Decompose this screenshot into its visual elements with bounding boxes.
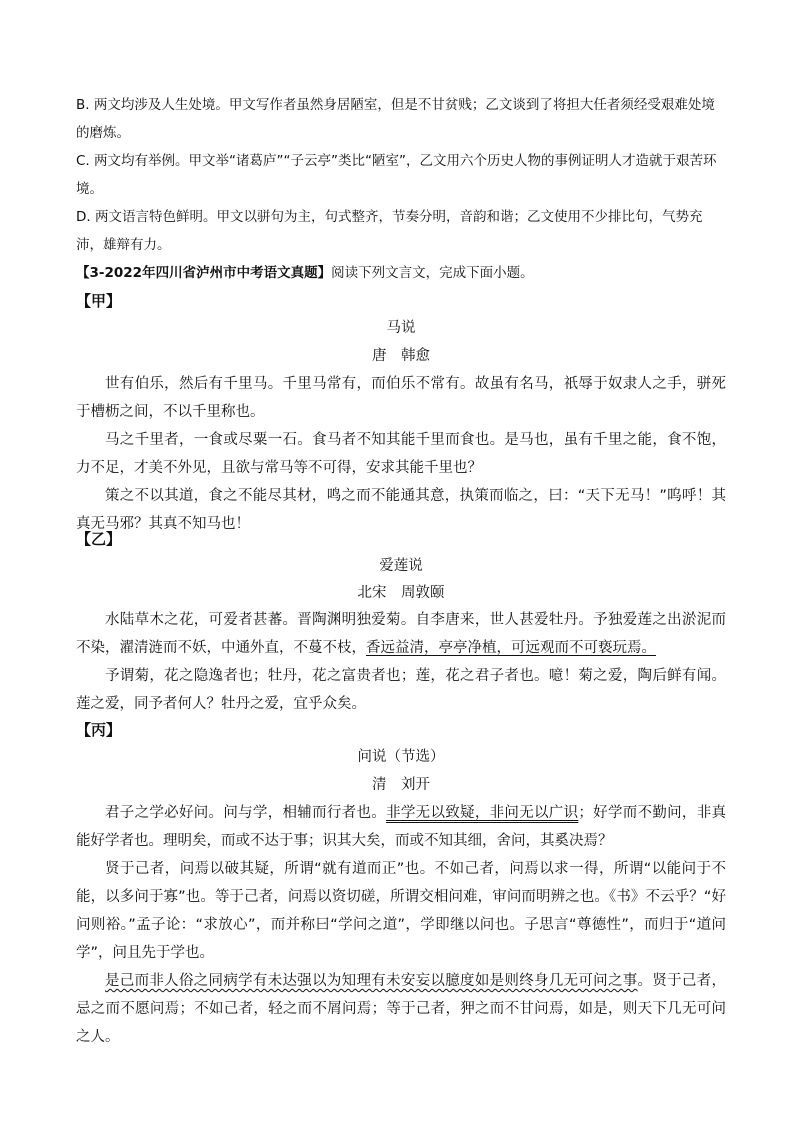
option-b-label: B. (76, 97, 90, 113)
passage-jia-marker: 【甲】 (76, 292, 122, 310)
passage-bing-paragraph-1 (76, 799, 726, 855)
passage-bing-title: 问说（节选） (357, 749, 445, 765)
passage-jia-paragraph-3: 策之不以其道，食之不能尽其材，鸣之而不能通其意，执策而临之，曰：“天下无马！”呜呼！其真无马邪？其真不知马也！ (76, 488, 726, 532)
passage-yi-title: 爱莲说 (379, 558, 423, 574)
passage-jia-title: 马说 (386, 320, 416, 336)
option-c (76, 147, 726, 203)
passage-bing-paragraph-1-text-a: 君子之学必好问。问与学，相辅而行者也。 (105, 805, 387, 821)
passage-jia-author: 唐 韩愈 (372, 348, 430, 364)
question-instruction: 阅读下列文言文，完成下面小题。 (331, 265, 534, 281)
passage-bing-paragraph-2: 贤于己者，问焉以破其疑，所谓“就有道而正”也。不如己者，问焉以求一得，所谓“以能问于不能，以多问于寡”也。等于己者，问焉以资切磋，所谓交相问难，审问而明辨之也。《书》不云乎？“好问则裕。”孟子论：“求放心”，而并称曰“学问之道”，学即继以问也。子思言“尊德性”，而归于“道问学”，问且先于学也。 (76, 861, 726, 961)
passage-bing-marker: 【丙】 (76, 721, 122, 739)
passage-bing-author: 清 刘开 (372, 777, 430, 793)
passage-bing-paragraph-1-text-c: ；好学而不勤问，非真能好学者也。理明矣，而或不达于事；识其大矣，而或不知其细，舍问，其奚决焉？ (76, 805, 727, 849)
option-b (76, 91, 726, 147)
passage-bing-paragraph-3 (76, 967, 726, 1051)
question-intro (76, 259, 726, 287)
wavy-underlined-sentence-bing: 是己而非人俗之同病学有未达强以为知理有未安妄以臆度如是则终身几无可问之事 (105, 973, 638, 989)
passage-yi-marker: 【乙】 (76, 530, 122, 548)
underlined-sentence-yi: 香远益清，亭亭净植，可远观而不可亵玩焉。 (366, 640, 656, 656)
option-c-label: C. (76, 153, 90, 169)
passage-jia-paragraph-1: 世有伯乐，然后有千里马。千里马常有，而伯乐不常有。故虽有名马，祇辱于奴隶人之手，骈死于槽枥之间，不以千里称也。 (76, 376, 726, 420)
option-d-label: D. (76, 209, 91, 225)
passage-yi-paragraph-1 (76, 606, 726, 662)
option-c-text: 两文均有举例。甲文举“诸葛庐”“子云亭”类比“陋室”，乙文用六个历史人物的事例证明人才造就于艰苦环境。 (76, 153, 717, 197)
passage-jia-paragraph-2: 马之千里者，一食或尽粟一石。食马者不知其能千里而食也。是马也，虽有千里之能，食不饱，力不足，才美不外见，且欲与常马等不可得，安求其能千里也？ (76, 432, 726, 476)
passage-bing-paragraph-3-text-b: 。贤于己者，忌之而不愿问焉；不如己者，轻之而不屑问焉；等于己者，狎之而不甘问焉，如是，则天下几无可问之人。 (76, 973, 727, 1045)
option-d (76, 203, 726, 259)
passage-yi-paragraph-1-text: 水陆草木之花，可爱者甚蕃。晋陶渊明独爱菊。自李唐来，世人甚爱牡丹。予独爱莲之出淤泥而不染，濯清涟而不妖，中通外直，不蔓不枝， (76, 612, 726, 656)
underlined-sentence-bing: 非学无以致疑，非问无以广识 (386, 805, 579, 821)
option-b-text: 两文均涉及人生处境。甲文写作者虽然身居陋室，但是不甘贫贱；乙文谈到了将担大任者须经受艰难处境的磨炼。 (76, 97, 715, 141)
passage-yi-paragraph-2: 予谓菊，花之隐逸者也；牡丹，花之富贵者也；莲，花之君子者也。噫！菊之爱，陶后鲜有闻。莲之爱，同予者何人？牡丹之爱，宜乎众矣。 (76, 668, 726, 712)
question-source-tag: 【3-2022年四川省泸州市中考语文真题】 (76, 265, 332, 281)
option-d-text: 两文语言特色鲜明。甲文以骈句为主，句式整齐，节奏分明，音韵和谐；乙文使用不少排比句，气势充沛，雄辩有力。 (76, 209, 703, 253)
passage-yi-author: 北宋 周敦颐 (357, 585, 445, 601)
